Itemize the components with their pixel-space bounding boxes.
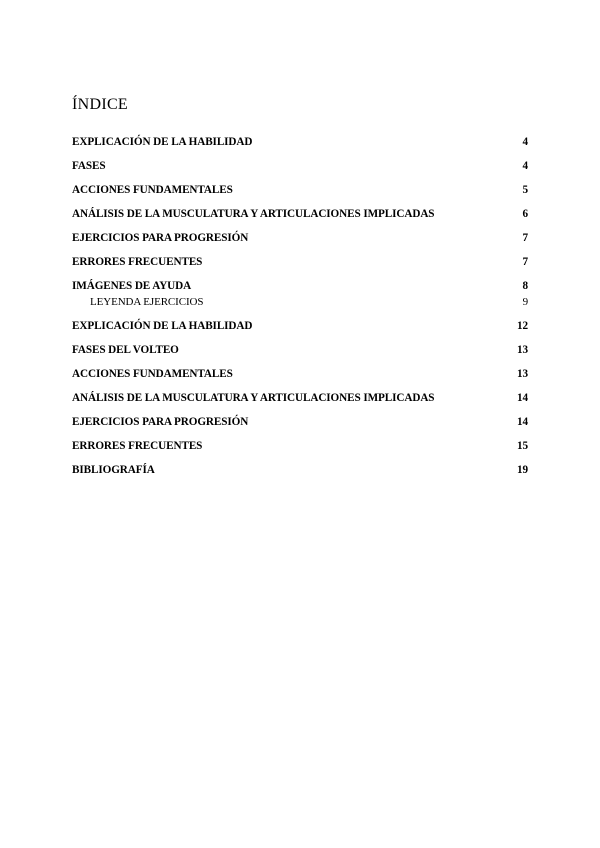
toc-title: ÍNDICE (72, 96, 129, 113)
toc-entry-page: 12 (517, 320, 528, 332)
toc-entry-label: IMÁGENES DE AYUDA (72, 280, 192, 292)
toc-entry-page: 19 (517, 464, 528, 476)
toc-entry-label: LEYENDA EJERCICIOS (90, 296, 204, 308)
toc-entry[interactable] (72, 318, 528, 342)
toc-entry[interactable] (72, 390, 528, 414)
toc-entry-page: 7 (522, 232, 528, 244)
toc-entry-label: EXPLICACIÓN DE LA HABILIDAD (72, 136, 253, 148)
toc-entry-page: 15 (517, 440, 528, 452)
toc-entry-page: 4 (522, 160, 528, 172)
toc-entry[interactable] (72, 206, 528, 230)
toc-entry-page: 9 (522, 296, 528, 308)
toc-entry[interactable] (72, 438, 528, 462)
toc-list (72, 134, 528, 486)
toc-entry-label: ACCIONES FUNDAMENTALES (72, 368, 233, 380)
toc-entry-label: EXPLICACIÓN DE LA HABILIDAD (72, 320, 253, 332)
toc-entry[interactable] (72, 414, 528, 438)
toc-subentry[interactable] (72, 295, 528, 311)
toc-entry-label: FASES (72, 160, 106, 172)
toc-entry[interactable] (72, 366, 528, 390)
toc-entry-page: 14 (517, 416, 528, 428)
toc-entry-page: 7 (522, 256, 528, 268)
toc-entry-page: 8 (522, 280, 528, 292)
toc-entry-page: 6 (522, 208, 528, 220)
toc-entry-page: 5 (522, 184, 528, 196)
toc-entry-page: 13 (517, 368, 528, 380)
toc-entry[interactable] (72, 462, 528, 486)
toc-entry[interactable] (72, 182, 528, 206)
toc-entry-label: ANÁLISIS DE LA MUSCULATURA Y ARTICULACIONES IMPLICADAS (72, 208, 435, 220)
toc-entry[interactable] (72, 230, 528, 254)
toc-entry-label: EJERCICIOS PARA PROGRESIÓN (72, 416, 249, 428)
toc-entry[interactable] (72, 342, 528, 366)
toc-entry-label: ERRORES FRECUENTES (72, 256, 203, 268)
toc-entry-label: ERRORES FRECUENTES (72, 440, 203, 452)
toc-entry-label: ACCIONES FUNDAMENTALES (72, 184, 233, 196)
toc-entry-label: BIBLIOGRAFÍA (72, 464, 155, 476)
toc-entry-label: EJERCICIOS PARA PROGRESIÓN (72, 232, 249, 244)
toc-entry-page: 13 (517, 344, 528, 356)
toc-entry[interactable] (72, 254, 528, 278)
toc-entry-page: 14 (517, 392, 528, 404)
toc-entry[interactable] (72, 134, 528, 158)
toc-entry-page: 4 (522, 136, 528, 148)
toc-entry[interactable] (72, 158, 528, 182)
toc-entry-label: FASES DEL VOLTEO (72, 344, 179, 356)
toc-entry-label: ANÁLISIS DE LA MUSCULATURA Y ARTICULACIONES IMPLICADAS (72, 392, 435, 404)
